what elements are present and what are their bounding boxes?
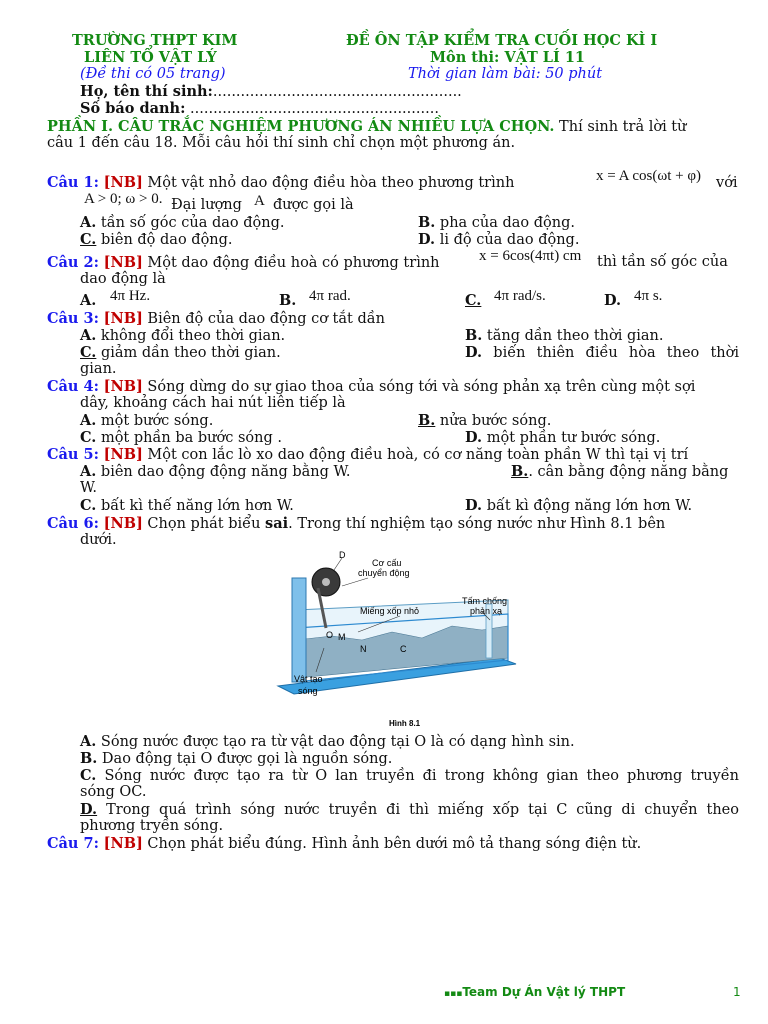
q4-option-d[interactable] [465,429,660,447]
q2-formula: x = 6cos(4πt) cm [479,248,582,264]
page-number: 1 [733,985,741,999]
figure-label-foam: Miếng xốp nhỏ [360,606,420,616]
q1-option-b-label: B. [418,214,436,231]
q5-option-a[interactable] [80,463,350,481]
q2-option-a-text: 4π Hz. [110,288,151,304]
figure-label-n: N [360,644,367,654]
figure-label-source-2: sóng [298,686,318,696]
q3-option-c-label: C. [80,344,97,361]
q1-option-b[interactable] [418,214,575,232]
q2-option-b[interactable] [279,292,296,310]
figure-8-1-wave-tank [272,548,522,730]
q4-option-a[interactable] [80,412,213,430]
q5-option-c-label: C. [80,497,97,514]
q2-option-d[interactable] [604,292,621,310]
q3-option-a-text: không đổi theo thời gian. [96,328,286,344]
q3-option-c-text: giảm dần theo thời gian. [96,345,281,361]
candidate-id-label: Số báo danh: [80,100,186,117]
q1-text: Một vật nhỏ dao động điều hòa theo phương trình [142,175,515,191]
q3-option-b-label: B. [465,327,483,344]
figure-label-source-1: Vật tạo [294,674,323,684]
exam-time: Thời gian làm bài: 50 phút [408,66,603,82]
q1-option-a-label: A. [80,214,97,231]
q4-option-c-label: C. [80,429,97,446]
footer-team-text: Team Dự Án Vật lý THPT [462,985,626,999]
school-name-line1: TRƯỜNG THPT KIM [72,32,238,49]
q1-text-after: với [716,175,738,191]
question-5 [47,446,688,464]
q6-option-a-label: A. [80,733,97,750]
q3-option-a[interactable] [80,327,285,345]
figure-label-d: D [339,550,346,560]
q6-text-post: . Trong thí nghiệm tạo sóng nước như Hình 8.1 bên [288,516,666,532]
q1-option-d[interactable] [418,231,579,249]
q5-option-a-label: A. [80,463,97,480]
q2-level-tag: [NB] [103,254,143,271]
q5-option-d[interactable] [465,497,692,515]
q3-option-d-cont: gian. [80,361,117,377]
q2-option-a[interactable] [80,292,96,310]
q4-option-c-text: một phần ba bước sóng . [96,430,282,446]
q7-number: Câu 7: [47,835,99,852]
q1-option-b-text: pha của dao động. [435,215,576,231]
q6-option-c-text: Sóng nước được tạo ra từ O lan truyền đi trong không gian theo phương truyền [96,768,739,784]
q2-option-b-label: B. [279,292,297,309]
q7-text: Chọn phát biểu đúng. Hình ảnh bên dưới mô tả thang sóng điện từ. [142,836,642,852]
section-1-intro [47,118,739,136]
figure-label-mechanism-2: chuyển động [358,568,410,578]
q3-option-b[interactable] [465,327,663,345]
q3-option-b-text: tăng dần theo thời gian. [482,328,664,344]
q6-text-bold: sai [265,515,289,532]
exam-subject: Môn thi: VẬT LÍ 11 [430,49,586,66]
figure-label-c: C [400,644,407,654]
q5-option-b-label: B. [511,463,529,480]
q1-quantity: A [254,193,265,209]
q6-option-c[interactable] [80,767,739,785]
q1-formula: x = A cos(ωt + φ) [596,168,702,184]
q1-text-2: Đại lượng [171,197,242,213]
q6-text-2: dưới. [80,532,117,548]
q1-level-tag: [NB] [103,174,143,191]
q2-text-after: thì tần số góc của [597,254,728,270]
q4-option-b-label: B. [418,412,436,429]
figure-label-m: M [338,632,346,642]
q3-option-d[interactable] [465,344,739,362]
q5-option-a-text: biên dao động động năng bằng W. [96,464,351,480]
stand-frame [292,578,306,682]
q6-option-b-text: Dao động tại O được gọi là nguồn sóng. [97,751,393,767]
q3-option-a-label: A. [80,327,97,344]
q4-number: Câu 4: [47,378,99,395]
q5-option-d-label: D. [465,497,483,514]
q4-option-a-label: A. [80,412,97,429]
q4-text: Sóng dừng do sự giao thoa của sóng tới và sóng phản xạ trên cùng một sợi [142,379,696,395]
q3-number: Câu 3: [47,310,99,327]
q5-option-d-text: bất kì động năng lớn hơn W. [482,498,693,514]
figure-label-mechanism-1: Cơ cấu [372,558,402,568]
question-7 [47,835,641,853]
q2-text: Một dao động điều hoà có phương trình [142,255,440,271]
q6-option-d-cont: phương tryền sóng. [80,818,224,834]
question-3 [47,310,385,328]
candidate-name-label: Họ, tên thí sinh: [80,83,213,100]
q3-option-d-text: biến thiên điều hòa theo thời [482,345,739,361]
q4-option-b[interactable] [418,412,551,430]
q5-option-b[interactable] [511,463,728,481]
q6-option-a[interactable] [80,733,575,751]
q3-option-d-label: D. [465,344,483,361]
section-1-instruction-line2: câu 1 đến câu 18. Mỗi câu hỏi thí sinh chỉ chọn một phương án. [47,135,516,151]
q5-option-b-cont: W. [80,480,97,496]
section-1-instruction: Thí sinh trả lời từ [554,119,687,135]
q2-number: Câu 2: [47,254,99,271]
q1-option-a-text: tần số góc của dao động. [96,215,285,231]
q1-option-a[interactable] [80,214,284,232]
q6-option-d[interactable] [80,801,739,819]
q4-option-c[interactable] [80,429,282,447]
q4-option-a-text: một bước sóng. [96,413,214,429]
candidate-id-dots: ...................................................... [185,101,439,117]
q2-option-a-label: A. [80,292,97,309]
figure-label-barrier-2: phản xạ [470,606,503,616]
q6-option-c-label: C. [80,767,97,784]
q1-number: Câu 1: [47,174,99,191]
q7-level-tag: [NB] [103,835,143,852]
q1-option-c[interactable] [80,231,233,249]
q6-option-d-text: Trong quá trình sóng nước truyền đi thì miếng xốp tại C cũng di chuyển theo [97,802,739,818]
q4-text-2: dây, khoảng cách hai nút liên tiếp là [80,395,346,411]
q3-option-c[interactable] [80,344,281,362]
q3-text: Biên độ của dao động cơ tắt dần [142,311,385,327]
page-count-note: (Đề thi có 05 trang) [80,66,226,82]
q6-option-b-label: B. [80,750,98,767]
question-2 [47,254,440,272]
footer-team [444,984,625,1003]
section-1-title: PHẦN I. CÂU TRẮC NGHIỆM PHƯƠNG ÁN NHIỀU LỰA CHỌN. [47,118,555,135]
q1-text-3: được gọi là [273,197,354,213]
q6-option-d-label: D. [80,801,98,818]
candidate-name-dots: ...................................................... [212,84,462,100]
q2-text-2: dao động là [80,271,166,287]
q1-option-c-label: C. [80,231,97,248]
q1-option-d-text: li độ của dao động. [435,232,580,248]
q4-option-b-text: nửa bước sóng. [435,413,552,429]
q6-number: Câu 6: [47,515,99,532]
question-4 [47,378,695,396]
footer-logo-icon: ▪▪▪ [444,989,463,999]
q2-option-c[interactable] [465,292,481,310]
q5-option-b-text: . cân bằng động năng bằng [528,464,729,480]
q6-text-pre: Chọn phát biểu [142,516,266,532]
candidate-id-line [80,100,439,118]
figure-label-o: O [326,630,334,640]
q2-option-d-text: 4π s. [634,288,663,304]
school-name-line2: LIÊN TỔ VẬT LÝ [84,49,217,66]
q6-option-c-cont: sóng OC. [80,784,147,800]
figure-label-barrier-1: Tấm chống [462,596,508,606]
q5-option-c[interactable] [80,497,294,515]
q1-option-c-text: biên độ dao động. [96,232,233,248]
q3-level-tag: [NB] [103,310,143,327]
q6-option-b[interactable] [80,750,392,768]
q2-option-d-label: D. [604,292,622,309]
q4-option-d-label: D. [465,429,483,446]
figure-caption: Hình 8.1 [389,719,421,728]
q6-level-tag: [NB] [103,515,143,532]
q2-option-b-text: 4π rad. [309,288,351,304]
q6-option-a-text: Sóng nước được tạo ra từ vật dao động tại O là có dạng hình sin. [96,734,575,750]
q2-option-c-label: C. [465,292,482,309]
candidate-name-line [80,83,462,101]
q1-option-d-label: D. [418,231,436,248]
q5-number: Câu 5: [47,446,99,463]
q5-option-c-text: bất kì thế năng lớn hơn W. [96,498,294,514]
q4-option-d-text: một phần tư bước sóng. [482,430,661,446]
q5-text: Một con lắc lò xo dao động điều hoà, có cơ năng toàn phần W thì tại vị trí [142,447,689,463]
question-6 [47,515,739,533]
exam-title: ĐỀ ÔN TẬP KIỂM TRA CUỐI HỌC KÌ I [346,32,658,49]
q1-condition: A > 0; ω > 0. [84,191,163,207]
q4-level-tag: [NB] [103,378,143,395]
q5-level-tag: [NB] [103,446,143,463]
q2-option-c-text: 4π rad/s. [494,288,546,304]
